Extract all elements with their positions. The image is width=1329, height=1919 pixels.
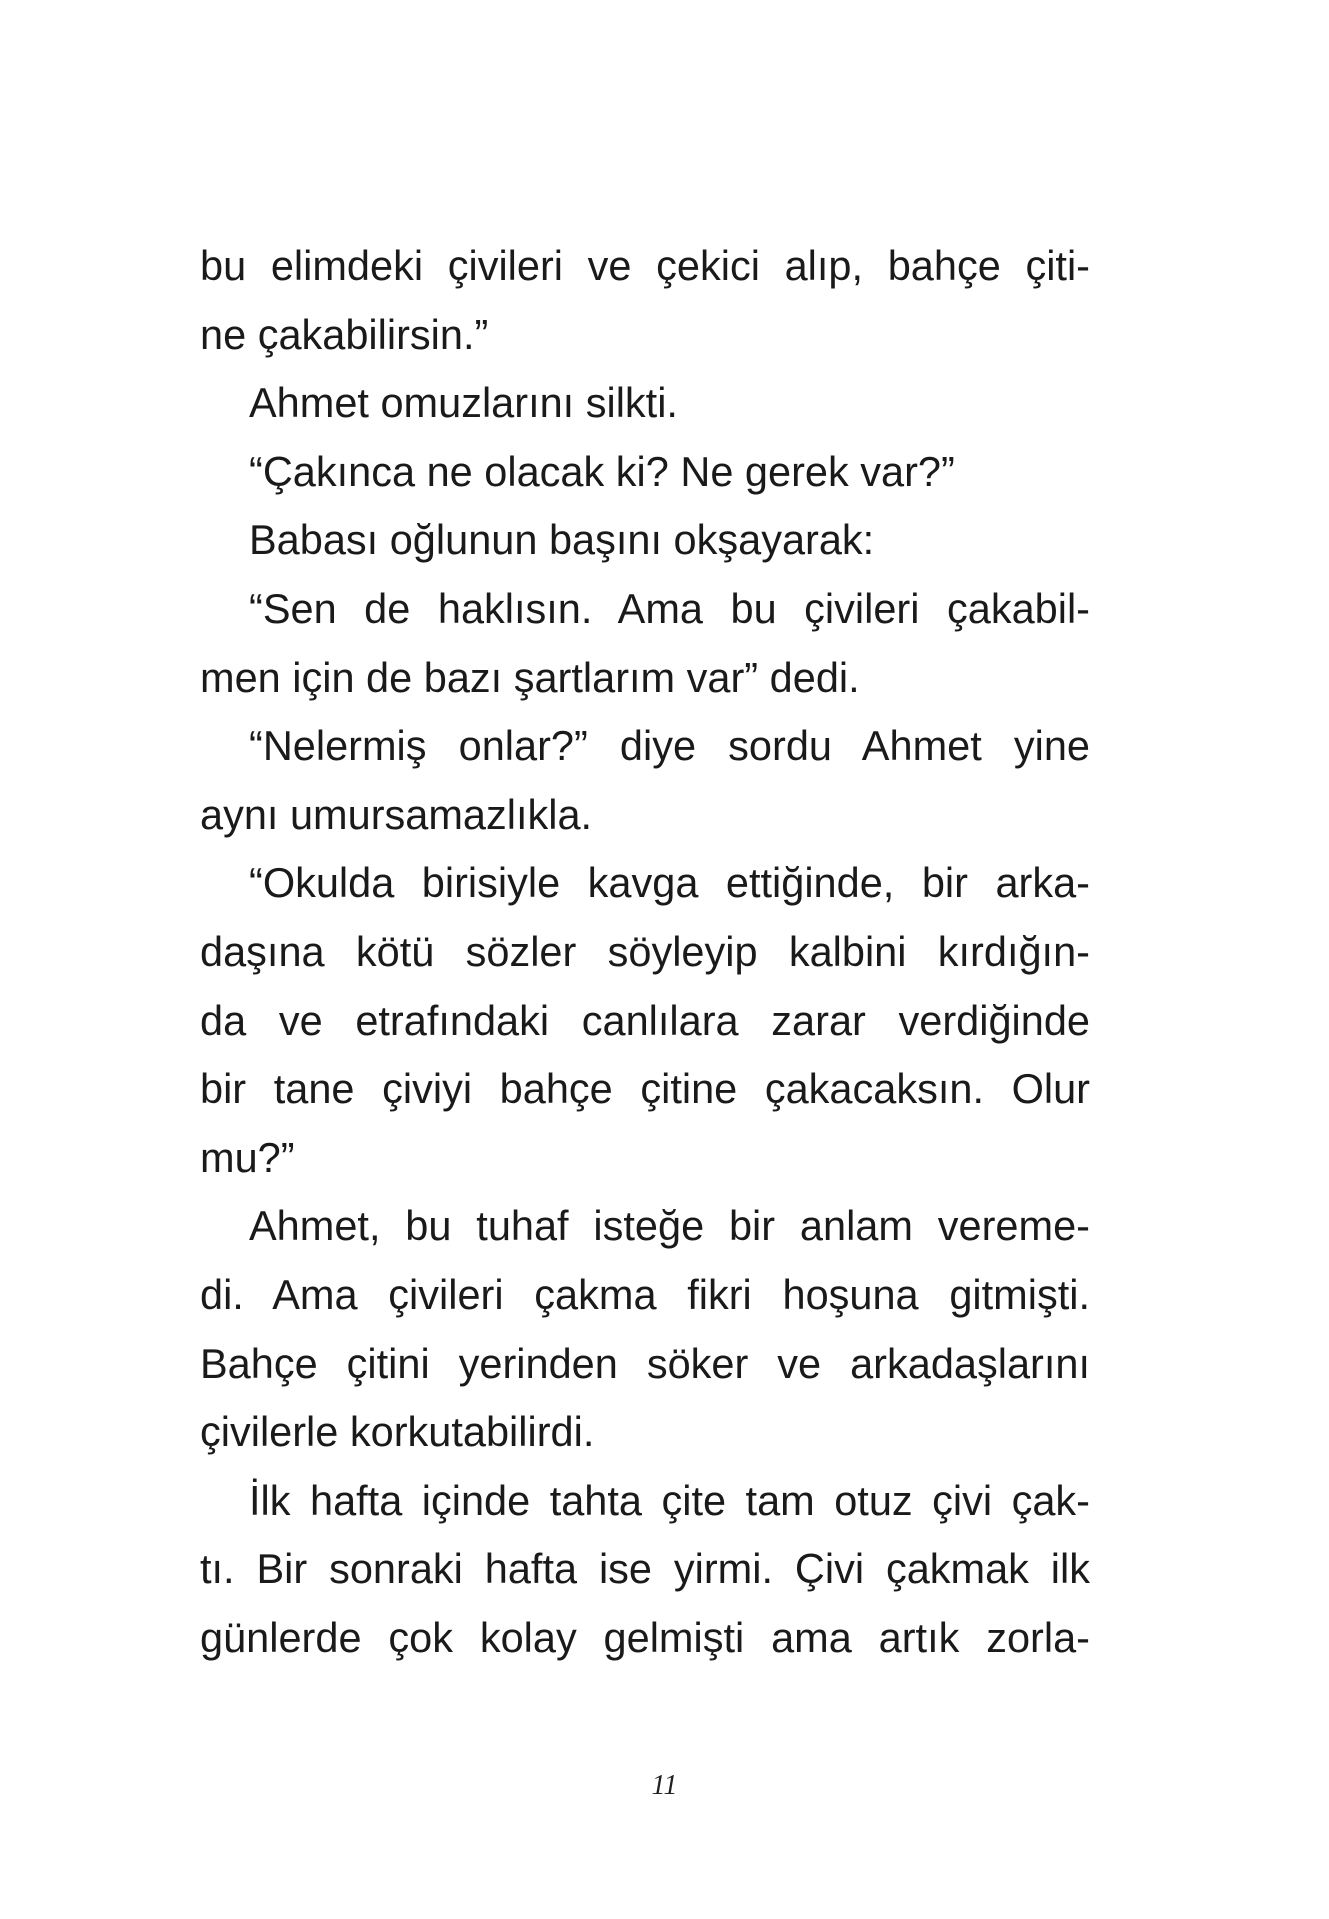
text-line: çivilerle korkutabilirdi. [200,1408,595,1456]
text-line: “Sen de haklısın. Ama bu çivileri çakabil- [249,584,1090,632]
page-number: 11 [651,1770,678,1801]
text-line: aynı umursamazlıkla. [200,790,593,838]
text-line: bu elimdeki çivileri ve çekici alıp, bahçe çiti- [200,242,1090,289]
text-line: tı. Bir sonraki hafta ise yirmi. Çivi çakmak ilk [200,1545,1090,1593]
text-line: Bahçe çitini yerinden söker ve arkadaşlarını [200,1339,1090,1387]
body-text [200,232,1090,1672]
text-line: men için de bazı şartlarım var” dedi. [200,653,860,701]
text-line: Ahmet, bu tuhaf isteğe bir anlam vereme- [249,1202,1090,1250]
text-line: Ahmet omuzlarını silkti. [249,379,678,427]
text-line: daşına kötü sözler söyleyip kalbini kırdığın- [200,927,1090,975]
text-line: da ve etrafındaki canlılara zarar verdiğinde [200,996,1090,1044]
text-line: “Okulda birisiyle kavga ettiğinde, bir arka- [249,859,1090,907]
text-line: mu?” [200,1133,295,1181]
text-line: ne çakabilirsin.” [200,310,489,358]
text-line: “Çakınca ne olacak ki? Ne gerek var?” [249,447,955,495]
text-line: “Nelermiş onlar?” diye sordu Ahmet yine [249,722,1090,770]
text-line: di. Ama çivileri çakma fikri hoşuna gitmişti. [200,1270,1090,1318]
text-line: Babası oğlunun başını okşayarak: [249,516,875,564]
text-line: günlerde çok kolay gelmişti ama artık zorla- [200,1613,1090,1661]
text-line: İlk hafta içinde tahta çite tam otuz çivi çak- [249,1476,1090,1524]
text-line: bir tane çiviyi bahçe çitine çakacaksın. Olur [200,1065,1090,1113]
